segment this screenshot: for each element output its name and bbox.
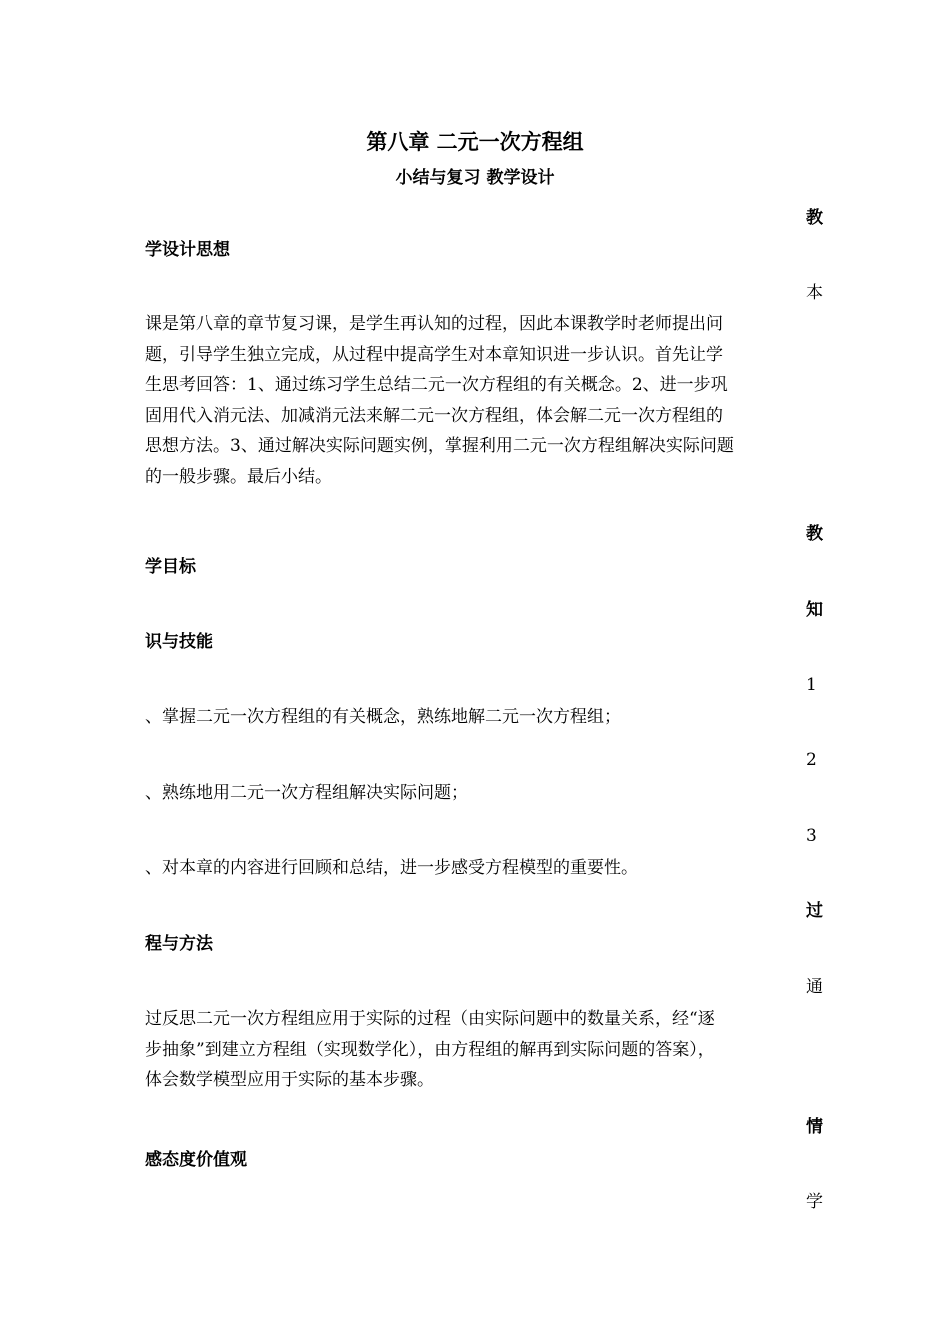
paragraph-line: 的一般步骤。最后小结。 [145,466,332,487]
section-heading-fragment-right: 情 [806,1117,823,1137]
section-heading-fragment-right: 过 [806,901,823,921]
section-heading-fragment-right: 知 [806,600,823,620]
paragraph-line: 过反思二元一次方程组应用于实际的过程（由实际问题中的数量关系，经“逐 [145,1009,715,1029]
section-heading-knowledge: 识与技能 [145,632,213,652]
process-paragraph [145,1004,810,1096]
paragraph-line: 体会数学模型应用于实际的基本步骤。 [145,1070,434,1090]
section-heading-fragment-right: 教 [806,524,823,544]
list-item-number: 3 [806,826,817,846]
section-heading-design-idea: 学设计思想 [145,240,230,260]
paragraph-first-char: 通 [806,977,823,997]
list-item-text: 、熟练地用二元一次方程组解决实际问题； [145,783,468,803]
section-heading-process: 程与方法 [145,934,213,954]
list-item-number: 2 [806,750,817,770]
paragraph-line: 步抽象”到建立方程组（实现数学化），由方程组的解再到实际问题的答案）， [145,1039,715,1060]
page-subtitle: 小结与复习 教学设计 [395,168,555,188]
page-title: 第八章 二元一次方程组 [366,130,584,154]
paragraph-line: 题，引导学生独立完成，从过程中提高学生对本章知识进一步认识。首先让学 [145,344,723,365]
design-idea-paragraph [145,309,810,492]
section-heading-attitude: 感态度价值观 [145,1150,247,1170]
section-heading-objectives: 学目标 [145,557,196,577]
list-item-text: 、对本章的内容进行回顾和总结，进一步感受方程模型的重要性。 [145,858,638,878]
list-item-number: 1 [806,675,817,695]
paragraph-line: 生思考回答：1、通过练习学生总结二元一次方程组的有关概念。2、进一步巩 [145,375,728,395]
list-item-text: 、掌握二元一次方程组的有关概念，熟练地解二元一次方程组； [145,707,621,727]
paragraph-line: 课是第八章的章节复习课，是学生再认知的过程，因此本课教学时老师提出问 [145,314,723,334]
paragraph-first-char: 本 [806,283,823,303]
paragraph-line: 思想方法。3、通过解决实际问题实例，掌握利用二元一次方程组解决实际问题 [145,436,734,456]
paragraph-first-char: 学 [806,1192,823,1212]
paragraph-line: 固用代入消元法、加减消元法来解二元一次方程组，体会解二元一次方程组的 [145,405,723,426]
section-heading-fragment-right: 教 [806,208,823,228]
